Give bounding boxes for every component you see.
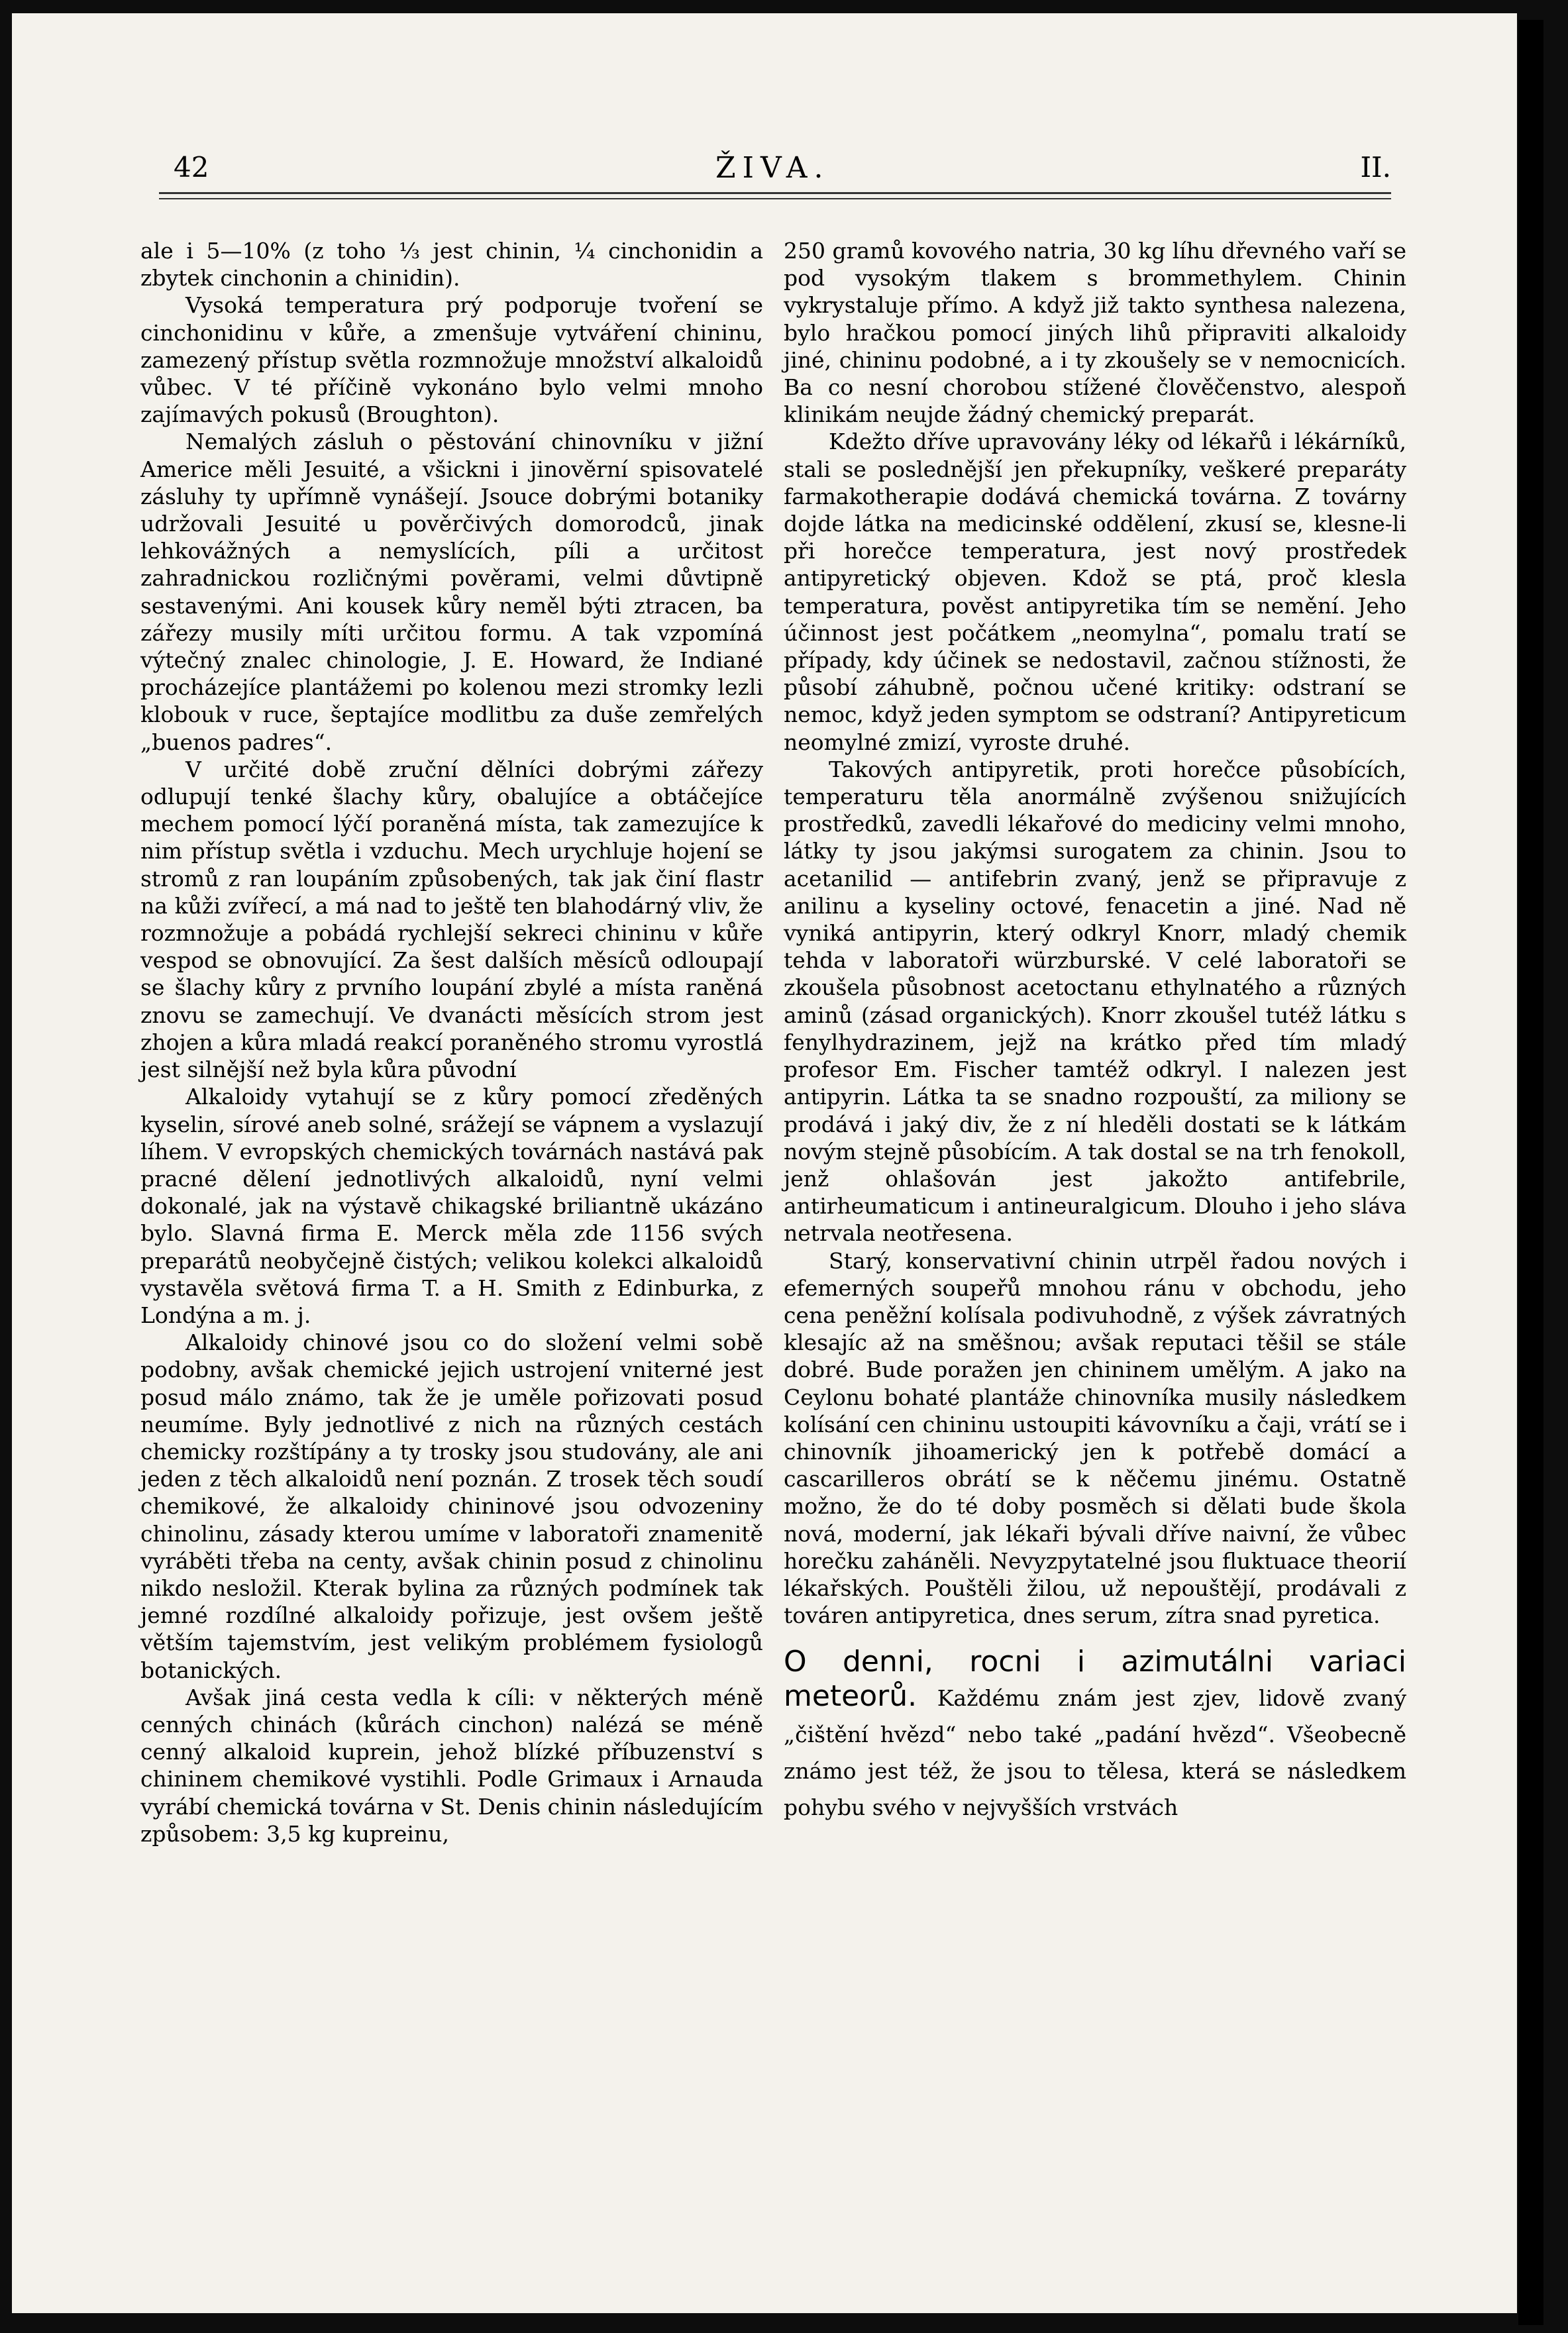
paragraph: Vysoká temperatura prý podporuje tvoření se cinchonidinu v kůře, a zmenšuje vytváření chininu, zamezený přístup světla rozmnožuje množství alkaloidů vůbec. V té příčině vykonáno bylo velmi mnoho zajímavých pokusů (Broughton).: [140, 292, 763, 428]
paragraph: Takových antipyretik, proti horečce působících, temperaturu těla anormálně zvýšenou snižujících prostředků, zavedli lékařové do mediciny velmi mnoho, látky ty jsou jakýmsi surogatem za chinin. Jsou to acetanilid — antifebrin zvaný, jenž se připravuje z anilinu a kyseliny octové, fenacetin a jiné. Nad ně vyniká antipyrin, který odkryl Knorr, mladý chemik tehda v laboratoři würzburské. V celé laboratoři se zkoušela působnost acetoctanu ethylnatého a různých aminů (zásad organických). Knorr zkoušel tutéž látku s fenylhydrazinem, jejž na krátko před tím mladý profesor Em. Fischer tamtéž odkryl. I nalezen jest antipyrin. Látka ta se snadno rozpouští, za miliony se prodává i jaký div, že z ní hleděli dostati se k látkám novým stejně působícím. A tak dostal se na trh fenokoll, jenž ohlašován jest jakožto antifebrile, antirheumaticum i antineuralgicum. Dlouho i jeho sláva netrvala neotřesena.: [784, 756, 1406, 1247]
paragraph: V určité době zruční dělníci dobrými zářezy odlupují tenké šlachy kůry, obalujíce a obtáčejíce mechem pomocí lýčí poraněná místa, tak zamezujíce k nim přístup světla i vzduchu. Mech urychluje hojení se stromů z ran loupáním způsobených, tak jak činí flastr na kůži zvířecí, a má nad to ještě ten blahodárný vliv, že rozmnožuje a pobádá rychlejší sekreci chininu v kůře vespod se obnovující. Za šest dalších měsíců odloupají se šlachy kůry z prvního loupání zbylé a místa raněná znovu se zamechují. Ve dvanácti měsících strom jest zhojen a kůra mladá reakcí poraněného stromu vyrostlá jest silnější než byla kůra původní: [140, 756, 763, 1083]
paragraph: 250 gramů kovového natria, 30 kg líhu dřevného vaří se pod vysokým tlakem s brommethylem. Chinin vykrystaluje přímo. A když již takto synthesa nalezena, bylo hračkou pomocí jiných lihů připraviti alkaloidy jiné, chininu podobné, a i ty zkoušely se v nemocnicích. Ba co nesní chorobou stížené člověčenstvo, alespoň klinikám neujde žádný chemický preparát.: [784, 238, 1406, 428]
paragraph: Alkaloidy vytahují se z kůry pomocí zředěných kyselin, sírové aneb solné, srážejí se vápnem a vyslazují líhem. V evropských chemických továrnách nastává pak pracné dělení jednotlivých alkaloidů, nyní velmi dokonalé, jak na výstavě chikagské briliantně ukázáno bylo. Slavná firma E. Merck měla zde 1156 svých preparátů neobyčejně čistých; velikou kolekci alkaloidů vystavěla světová firma T. a H. Smith z Edinburka, z Londýna a m. j.: [140, 1084, 763, 1328]
paragraph: Starý, konservativní chinin utrpěl řadou nových i efemerných soupeřů mnohou ránu v obchodu, jeho cena peněžní kolísala podivuhodně, z výšek závratných klesajíc až na směšnou; avšak reputaci těšil se stále dobré. Bude poražen jen chininem umělým. A jako na Ceylonu bohaté plantáže chinovníka musily následkem kolísání cen chininu ustoupiti kávovníku a čaji, vrátí se i chinovník jihoamerický jen k potřebě domácí a cascarilleros obrátí se k něčemu jinému. Ostatně možno, že do té doby posměch si dělati bude škola nová, moderní, jak lékaři bývali dříve naivní, že vůbec horečku zaháněli. Nevyzpytatelné jsou fluktuace theorií lékařských. Pouštěli žilou, už nepouštějí, prodávali z továren antipyretica, dnes serum, zítra snad pyretica.: [784, 1247, 1406, 1629]
paragraph: Nemalých zásluh o pěstování chinovníku v jižní Americe měli Jesuité, a všickni i jinověrní spisovatelé zásluhy ty upřímně vynášejí. Jsouce dobrými botaniky udržovali Jesuité u pověrčivých domorodců, jinak lehkovážných a nemyslících, píli a určitost zahradnickou rozličnými pověrami, velmi důvtipně sestavenými. Ani kousek kůry neměl býti ztracen, ba zářezy musily míti určitou formu. A tak vzpomíná výtečný znalec chinologie, J. E. Howard, že Indiané procházejíce plantážemi po kolenou mezi stromky lezli klobouk v ruce, šeptajíce modlitbu za duše zemřelých „buenos padres“.: [140, 429, 763, 755]
article-title: O denni, rocni i azimutálni variaci meteorů.: [784, 1645, 1406, 1714]
paragraph: ale i 5—10% (z toho ⅓ jest chinin, ¼ cinchonidin a zbytek cinchonin a chinidin).: [140, 238, 763, 291]
page-number: 42: [174, 151, 209, 183]
paragraph: Kdežto dříve upravovány léky od lékařů i lékárníků, stali se poslednější jen překupníky, veškeré preparáty farmakotherapie dodává chemická továrna. Z továrny dojde látka na medicinské oddělení, zkusí se, klesne-li při horečce temperatura, jest nový prostředek antipyretický objeven. Kdož se ptá, proč klesla temperatura, pověst antipyretika tím se nemění. Jeho účinnost jest počátkem „neomylna“, pomalu tratí se případy, kdy účinek se nedostavil, začnou stížnosti, že působí záhubně, počnou učené kritiky: odstraní se nemoc, když jeden symptom se odstraní? Antipyreticum neomylné zmizí, vyroste druhé.: [784, 429, 1406, 755]
header-rule-top: [159, 192, 1391, 194]
section-number: II.: [1360, 151, 1391, 183]
article-lead-text: Každému znám jest zjev, lidově zvaný „čištění hvězd“ nebo také „padání hvězd“. Všeobecně známo jest též, že jsou to tělesa, která se následkem pohybu svého v nejvyšších vrstvách: [784, 1685, 1406, 1821]
right-column: [784, 237, 1406, 1825]
journal-title: ŽIVA.: [715, 151, 830, 185]
paragraph: Avšak jiná cesta vedla k cíli: v některých méně cenných chinách (kůrách cinchon) nalézá se méně cenný alkaloid kuprein, jehož blízké příbuzenství s chininem chemikové vystihli. Podle Grimaux i Arnauda vyrábí chemická továrna v St. Denis chinin následujícím způsobem: 3,5 kg kupreinu,: [140, 1684, 763, 1847]
left-column: [140, 237, 763, 1847]
scan-edge-border: [1518, 20, 1543, 2325]
paragraph: Alkaloidy chinové jsou co do složení velmi sobě podobny, avšak chemické jejich ustrojení vniterné jest posud málo známo, tak že je uměle pořizovati posud neumíme. Byly jednotlivé z nich na různých cestách chemicky rozštípány a ty trosky jsou studovány, ale ani jeden z těch alkaloidů není poznán. Z trosek těch soudí chemikové, že alkaloidy chininové jsou odvozeniny chinolinu, zásady kterou umíme v laboratoři znamenitě vyráběti třeba na centy, avšak chinin posud z chinolinu nikdo nesložil. Kterak bylina za různých podmínek tak jemné rozdílné alkaloidy pořizuje, jest ovšem ještě větším tajemstvím, jest velikým problémem fysiologů botanických.: [140, 1329, 763, 1683]
running-header: [159, 151, 1391, 191]
article-heading: [784, 1645, 1406, 1825]
header-rule-bottom: [159, 198, 1391, 199]
